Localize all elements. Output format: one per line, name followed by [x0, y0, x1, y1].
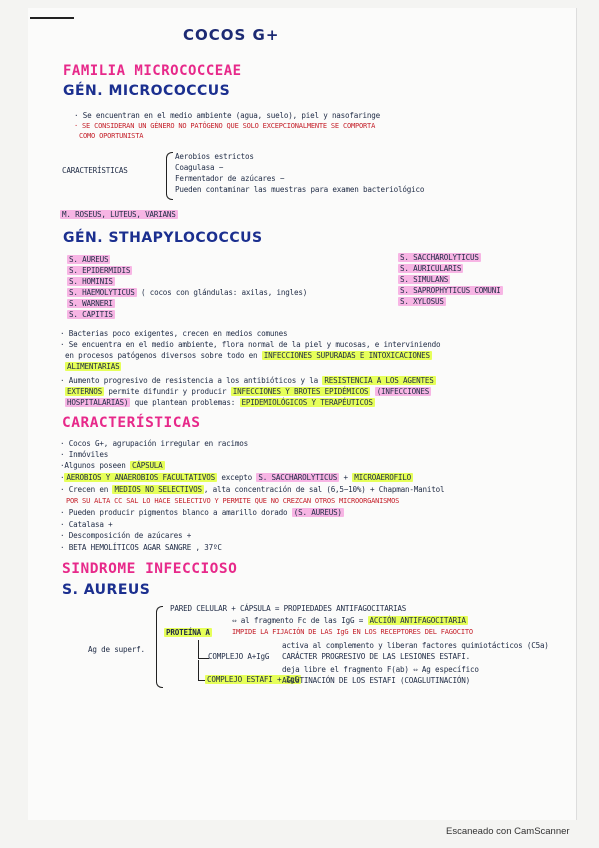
scanner-watermark: Escaneado con CamScanner	[446, 826, 570, 837]
staph-char-excepto: excepto	[221, 473, 253, 482]
staph-species-right: S. SACCHAROLYTICUS	[400, 253, 479, 262]
staph-char-selective-note: POR SU ALTA CC SAL LO HACE SELECTIVO Y PERMITE QUE NO CREZCAN OTROS MICROORGANISMOS	[66, 497, 400, 505]
char-item: Aerobios estrictos	[175, 152, 254, 161]
highlight-capsula: CÁPSULA	[131, 461, 163, 470]
aureus-row-3: IMPIDE LA FIJACIÓN DE LAS IgG EN LOS RECEPTORES DEL FAGOCITO	[232, 628, 473, 636]
highlight-proteina-a: PROTEÍNA A	[166, 628, 210, 637]
characteristics-label: CARACTERÍSTICAS	[62, 166, 128, 175]
surface-ag-label: Ag de superf.	[88, 645, 145, 654]
staph-char: · BETA HEMOLÍTICOS AGAR SANGRE , 37ºC	[60, 543, 222, 552]
staph-species-left: S. WARNERI	[69, 299, 113, 308]
staph-species-left: S. HAEMOLYTICUS	[69, 288, 135, 297]
staph-point-2b: en procesos patógenos diversos sobre todo en	[65, 351, 258, 360]
staph-point-3h: que plantean problemas:	[134, 398, 236, 407]
staph-char: · Catalasa +	[60, 520, 113, 529]
staph-char: ·Algunos poseen	[60, 461, 126, 470]
staph-species-left: S. AUREUS	[69, 255, 109, 264]
staph-point-3d: permite difundir y producir	[108, 387, 227, 396]
highlight-epidemiologicos: EPIDEMIOLÓGICOS Y TERAPÉUTICOS	[241, 398, 373, 407]
highlight-saccharolyticus: S. SACCHAROLYTICUS	[258, 473, 338, 482]
syndrome-heading: SINDROME INFECCIOSO	[62, 561, 238, 577]
staph-species-left: S. CAPITIS	[69, 310, 113, 319]
staph-point-1: · Bacterias poco exigentes, crecen en medios comunes	[60, 329, 288, 338]
highlight-medios: MEDIOS NO SELECTIVOS	[114, 485, 202, 494]
characteristics-brace	[166, 152, 173, 200]
staph-point-2a: · Se encuentra en el medio ambiente, flora normal de la piel y mucosas, e interviniendo	[60, 340, 441, 349]
staph-char: · Cocos G+, agrupación irregular en racimos	[60, 439, 248, 448]
highlight-accion: ACCIÓN ANTIFAGOCITARIA	[369, 616, 466, 625]
highlight-resistencia: RESISTENCIA A LOS AGENTES	[324, 376, 434, 385]
aureus-heading: S. AUREUS	[62, 582, 151, 598]
highlight-alimentarias: ALIMENTARIAS	[67, 362, 120, 371]
staph-char: · Pueden producir pigmentos blanco a amarillo dorado	[60, 508, 288, 517]
char-item: Pueden contaminar las muestras para examen bacteriológico	[175, 185, 425, 194]
micrococcus-point-1: · Se encuentran en el medio ambiente (agua, suelo), piel y nasofaringe	[74, 111, 381, 120]
aureus-row-1: PARED CELULAR + CÁPSULA = PROPIEDADES ANTIFAGOCITARIAS	[170, 604, 407, 613]
staph-species-right: S. XYLOSUS	[400, 297, 444, 306]
page-title: COCOS G+	[183, 26, 280, 44]
staph-char: · Inmóviles	[60, 450, 109, 459]
highlight-aureus: (S. AUREUS)	[293, 508, 342, 517]
micrococcus-species: M. ROSEUS, LUTEUS, VARIANS	[62, 210, 176, 219]
aureus-row-7: AGLUTINACIÓN DE LOS ESTAFI (COAGLUTINACIÓN)	[282, 676, 470, 685]
aureus-row-5: CARÁCTER PROGRESIVO DE LAS LESIONES ESTAFI.	[282, 652, 470, 661]
aureus-brace	[156, 606, 163, 688]
staph-species-left: S. HOMINIS	[69, 277, 113, 286]
highlight-infecciones-supuradas: INFECCIONES SUPURADAS E INTOXICACIONES	[263, 351, 430, 360]
staph-char: · Crecen en	[60, 485, 109, 494]
aureus-row-4: activa al complemento y liberan factores quimiotácticos (C5a)	[282, 641, 549, 650]
highlight-hospitalarias: HOSPITALARIAS)	[67, 398, 129, 407]
staph-char-plus: +	[343, 473, 348, 482]
highlight-aerobios: AEROBIOS Y ANAEROBIOS FACULTATIVOS	[66, 473, 216, 482]
genus-micrococcus-heading: GÉN. MICROCOCCUS	[63, 83, 231, 99]
staph-char-dot: ·	[60, 473, 65, 482]
highlight-brotes: INFECCIONES Y BROTES EPIDÉMICOS	[232, 387, 369, 396]
staph-char-sal: , alta concentración de sal (6,5−10%) + Chapman-Manitol	[203, 485, 445, 494]
aureus-row-2: ⇔ al fragmento Fc de las IgG =	[232, 616, 364, 625]
staph-species-left: S. EPIDERMIDIS	[69, 266, 131, 275]
staph-species-right: S. SAPROPHYTICUS COMUNI	[400, 286, 501, 295]
family-heading: FAMILIA MICROCOCCEAE	[63, 63, 242, 79]
char-item: Fermentador de azúcares −	[175, 174, 285, 183]
staph-gland-note: ( cocos con glándulas: axilas, ingles)	[140, 288, 308, 297]
staph-char: · Descomposición de azúcares +	[60, 531, 192, 540]
aureus-row-6: deja libre el fragmento F(ab) ⇔ Ag específico	[282, 665, 479, 674]
staph-point-3a: · Aumento progresivo de resistencia a los antibióticos y la	[60, 376, 318, 385]
char-item: Coagulasa −	[175, 163, 224, 172]
highlight-externos: EXTERNOS	[67, 387, 102, 396]
top-mark	[30, 17, 74, 19]
micrococcus-point-2: · SE CONSIDERAN UN GÉNERO NO PATÓGENO QUE SOLO EXCEPCIONALMENTE SE COMPORTA	[74, 122, 376, 130]
genus-staphylococcus-heading: GÉN. STHAPYLOCOCCUS	[63, 230, 263, 246]
highlight-microaerofilo: MICROAEROFILO	[354, 473, 412, 482]
characteristics-heading: CARACTERÍSTICAS	[62, 415, 201, 431]
staph-species-right: S. SIMULANS	[400, 275, 449, 284]
complex-a-igg: COMPLEJO A+IgG	[208, 652, 270, 661]
highlight-infecciones-hosp: (INFECCIONES	[376, 387, 430, 396]
staph-species-right: S. AURICULARIS	[400, 264, 462, 273]
micrococcus-point-2b: COMO OPORTUNISTA	[79, 132, 144, 140]
highlight-complejo-estafi: COMPLEJO ESTAFI + IgG	[207, 675, 299, 684]
